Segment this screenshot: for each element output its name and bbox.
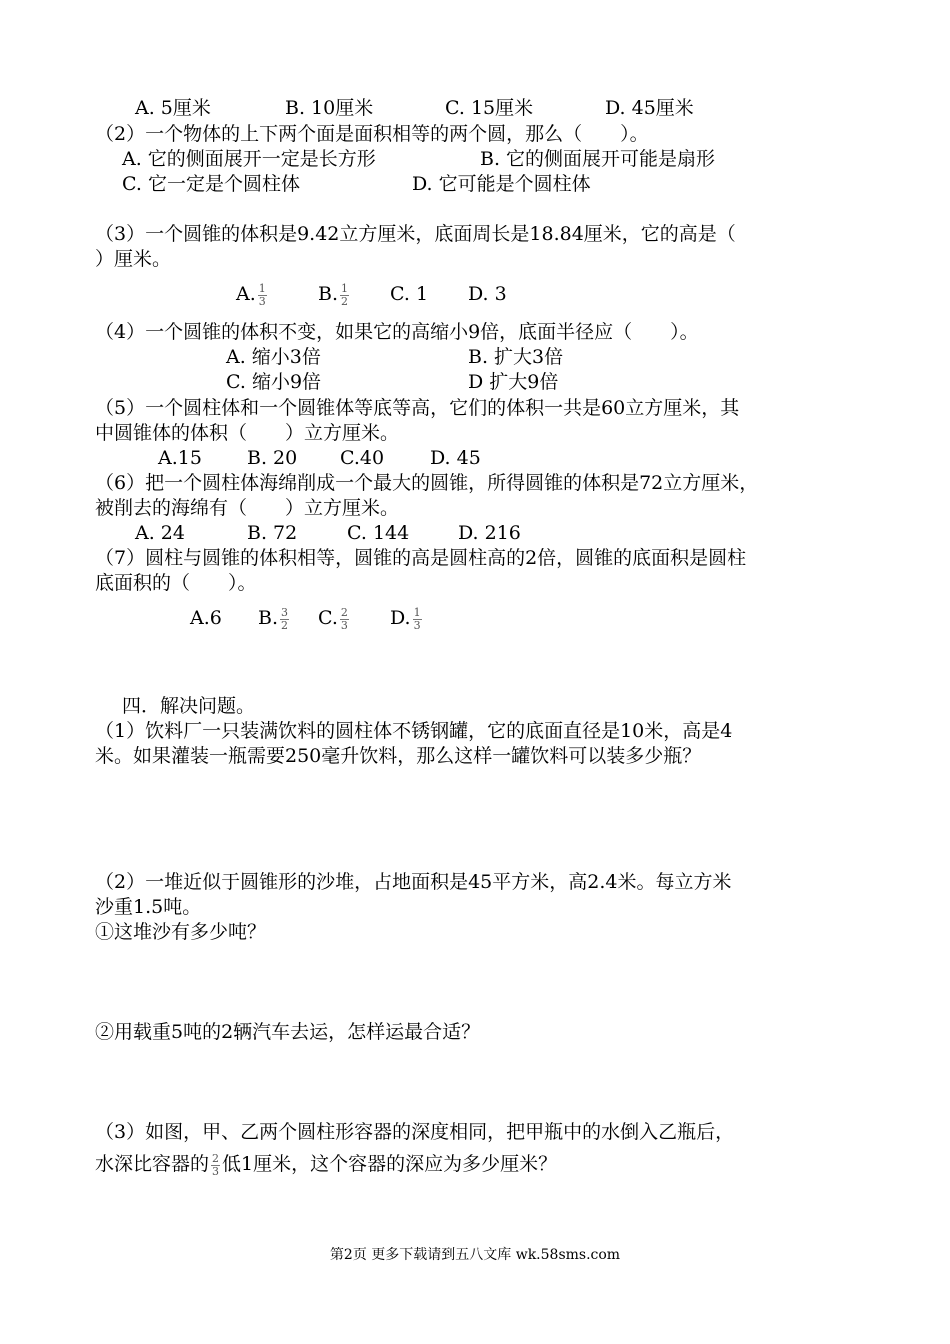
q3-option-b xyxy=(318,282,351,308)
q6-option-a: A. 24 xyxy=(135,522,185,544)
q3-stem-line1: （3）一个圆锥的体积是9.42立方厘米，底面周长是18.84厘米，它的高是（ xyxy=(95,223,736,245)
problem-3-line2 xyxy=(95,1152,557,1178)
problem-1-line1: （1）饮料厂一只装满饮料的圆柱体不锈钢罐，它的底面直径是10米，高是4 xyxy=(95,720,733,742)
q3-stem-line2: ）厘米。 xyxy=(95,248,172,270)
q5-option-d: D. 45 xyxy=(430,447,481,469)
problem-3-line2-pre: 水深比容器的 xyxy=(95,1153,210,1175)
q7-option-c-prefix: C. xyxy=(318,607,338,629)
q1-option-c: C. 15厘米 xyxy=(445,97,534,119)
q4-option-d: D 扩大9倍 xyxy=(468,371,559,393)
fraction-denominator: 3 xyxy=(340,618,348,632)
q4-option-a: A. 缩小3倍 xyxy=(226,346,321,368)
q3-option-b-fraction xyxy=(340,283,349,308)
q3-option-b-prefix: B. xyxy=(318,283,339,305)
q7-option-d xyxy=(390,606,424,632)
q1-option-d: D. 45厘米 xyxy=(605,97,694,119)
fraction-denominator: 2 xyxy=(341,294,349,308)
q5-stem-line2: 中圆锥体的体积（ ）立方厘米。 xyxy=(95,422,400,444)
q2-option-b: B. 它的侧面展开可能是扇形 xyxy=(480,148,716,170)
q4-option-c: C. 缩小9倍 xyxy=(226,371,322,393)
q6-option-b: B. 72 xyxy=(247,522,298,544)
fraction-numerator: 1 xyxy=(413,605,421,619)
fraction-denominator: 3 xyxy=(413,618,421,632)
section-4-title: 四．解决问题。 xyxy=(122,695,256,717)
q7-option-d-fraction xyxy=(413,607,422,632)
q1-option-a: A. 5厘米 xyxy=(135,97,211,119)
q3-option-a-prefix: A. xyxy=(236,283,256,305)
q7-option-c xyxy=(318,606,351,632)
q7-stem-line2: 底面积的（ ）。 xyxy=(95,572,257,594)
q2-stem: （2）一个物体的上下两个面是面积相等的两个圆，那么（ ）。 xyxy=(95,123,649,145)
q6-option-d: D. 216 xyxy=(458,522,521,544)
fraction-numerator: 2 xyxy=(212,1151,220,1165)
q3-option-c: C. 1 xyxy=(390,283,429,305)
q7-stem-line1: （7）圆柱与圆锥的体积相等，圆锥的高是圆柱高的2倍，圆锥的底面积是圆柱 xyxy=(95,547,747,569)
fraction-numerator: 2 xyxy=(340,605,348,619)
q3-option-a-fraction xyxy=(258,283,267,308)
q7-option-b-fraction xyxy=(280,607,289,632)
problem-3-line1: （3）如图，甲、乙两个圆柱形容器的深度相同，把甲瓶中的水倒入乙瓶后， xyxy=(95,1121,735,1143)
q5-stem-line1: （5）一个圆柱体和一个圆锥体等底等高，它们的体积一共是60立方厘米，其 xyxy=(95,397,740,419)
q7-option-a: A.6 xyxy=(190,607,222,629)
problem-2-sub1: ①这堆沙有多少吨？ xyxy=(95,921,267,943)
q1-option-b: B. 10厘米 xyxy=(285,97,374,119)
fraction-numerator: 1 xyxy=(258,281,266,295)
q6-option-c: C. 144 xyxy=(347,522,410,544)
fraction-denominator: 3 xyxy=(212,1164,220,1178)
problem-2-line2: 沙重1.5吨。 xyxy=(95,896,202,918)
q7-option-c-fraction xyxy=(340,607,349,632)
q3-option-d: D. 3 xyxy=(468,283,507,305)
q4-option-b: B. 扩大3倍 xyxy=(468,346,564,368)
q2-option-d: D. 它可能是个圆柱体 xyxy=(412,173,591,195)
page-footer: 第2页 更多下载请到五八文库 wk.58sms.com xyxy=(329,1247,621,1263)
fraction-numerator: 3 xyxy=(281,605,289,619)
q6-stem-line2: 被削去的海绵有（ ）立方厘米。 xyxy=(95,497,400,519)
problem-3-line2-post: 低1厘米，这个容器的深应为多少厘米？ xyxy=(222,1153,558,1175)
fraction-denominator: 2 xyxy=(281,618,289,632)
q7-option-b xyxy=(258,606,291,632)
q7-option-b-prefix: B. xyxy=(258,607,279,629)
problem-2-sub2: ②用载重5吨的2辆汽车去运，怎样运最合适？ xyxy=(95,1021,481,1043)
q3-option-a xyxy=(236,282,269,308)
q5-option-a: A.15 xyxy=(158,447,202,469)
q6-stem-line1: （6）把一个圆柱体海绵削成一个最大的圆锥，所得圆锥的体积是72立方厘米， xyxy=(95,472,759,494)
q2-option-c: C. 它一定是个圆柱体 xyxy=(122,173,300,195)
problem-3-fraction xyxy=(211,1153,220,1178)
q7-option-d-prefix: D. xyxy=(390,607,411,629)
q5-option-c: C.40 xyxy=(340,447,385,469)
fraction-denominator: 3 xyxy=(258,294,266,308)
q2-option-a: A. 它的侧面展开一定是长方形 xyxy=(122,148,376,170)
problem-1-line2: 米。如果灌装一瓶需要250毫升饮料，那么这样一罐饮料可以装多少瓶？ xyxy=(95,745,702,767)
q5-option-b: B. 20 xyxy=(247,447,298,469)
problem-2-line1: （2）一堆近似于圆锥形的沙堆，占地面积是45平方米，高2.4米。每立方米 xyxy=(95,871,732,893)
fraction-numerator: 1 xyxy=(341,281,349,295)
q4-stem: （4）一个圆锥的体积不变，如果它的高缩小9倍，底面半径应（ ）。 xyxy=(95,321,699,343)
